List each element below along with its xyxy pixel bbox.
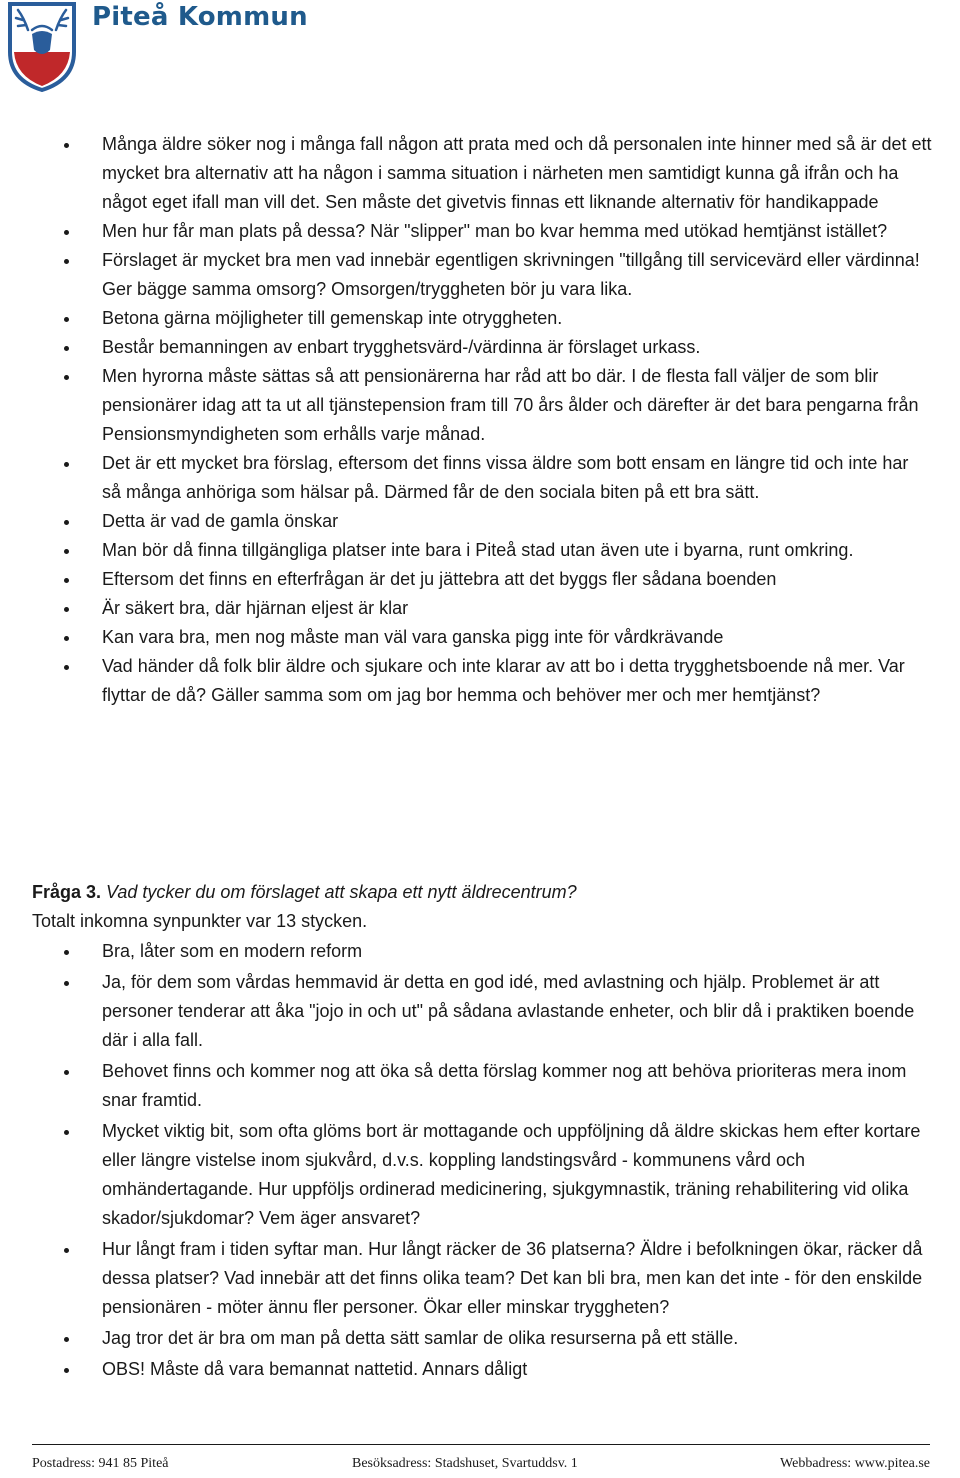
question-text: Vad tycker du om förslaget att skapa ett nytt äldrecentrum? [106, 882, 577, 902]
bullet-icon [64, 578, 69, 583]
list-item-text: Det är ett mycket bra förslag, eftersom det finns vissa äldre som bott ensam en längre tid och inte har så många anhöriga som hälsar på. Därmed får de den sociala biten på ett bra sätt. [102, 453, 909, 502]
list-item [102, 1235, 932, 1322]
list-item-text: Detta är vad de gamla önskar [102, 511, 339, 531]
reindeer-crest-icon [6, 0, 78, 92]
bullet-icon [64, 1337, 69, 1342]
web-address: Webbadress: www.pitea.se [780, 1456, 930, 1471]
list-item-text: Många äldre söker nog i många fall någon att prata med och då personalen inte hinner med så är det ett mycket bra alternativ att ha någon i samma situation i närheten men samtidigt kunna gå ifrån och ha något eget ifall man vill det. Sen måste det givetvis finnas ett liknande alternativ för handikappade [102, 134, 932, 212]
list-item [102, 1324, 932, 1353]
bullet-icon [64, 317, 69, 322]
brand-name: Piteå Kommun [92, 2, 308, 32]
list-item [102, 130, 932, 217]
list-item [102, 507, 932, 536]
question-label: Fråga 3. [32, 882, 102, 902]
list-item-text: Eftersom det finns en efterfrågan är det ju jättebra att det byggs fler sådana boenden [102, 569, 777, 589]
opinion-list-1 [102, 130, 932, 710]
footer-divider [32, 1444, 930, 1445]
bullet-icon [64, 520, 69, 525]
list-item-text: Är säkert bra, där hjärnan eljest är klar [102, 598, 409, 618]
list-item-text: Men hur får man plats på dessa? När "slipper" man bo kvar hemma med utökad hemtjänst istället? [102, 221, 888, 241]
list-item-text: Man bör då finna tillgängliga platser inte bara i Piteå stad utan även ute i byarna, runt omkring. [102, 540, 854, 560]
list-item [102, 1355, 932, 1384]
bullet-icon [64, 259, 69, 264]
list-item-text: Men hyrorna måste sättas så att pensionärerna har råd att bo där. I de flesta fall väljer de som blir pensionärer idag att ta ut all tjänstepension fram till 70 års ålder och därefter är det bara pengarna från Pensionsmyndigheten som erhålls varje månad. [102, 366, 919, 444]
bullet-icon [64, 607, 69, 612]
list-item-text: Ja, för dem som vårdas hemmavid är detta en god idé, med avlastning och hjälp. Problemet är att personer tenderar att åka "jojo in och ut" på sådana avlastande enheter, och blir då i praktiken boende där i alla fall. [102, 972, 915, 1050]
list-item [102, 1117, 932, 1233]
list-item [102, 333, 932, 362]
bullet-icon [64, 462, 69, 467]
bullet-icon [64, 549, 69, 554]
list-item [102, 304, 932, 333]
list-item-text: Betona gärna möjligheter till gemenskap inte otryggheten. [102, 308, 563, 328]
postal-address: Postadress: 941 85 Piteå [32, 1456, 169, 1471]
bullet-icon [64, 636, 69, 641]
list-item-text: Hur långt fram i tiden syftar man. Hur långt räcker de 36 platserna? Äldre i befolkningen ökar, räcker då dessa platser? Vad innebär att det finns olika team? Det kan bli bra, men kan det inte - för den enskilde pensionären - möter ännu fler personer. Ökar eller minskar tryggheten? [102, 1239, 923, 1317]
bullet-icon [64, 143, 69, 148]
list-item [102, 449, 932, 507]
bullet-icon [64, 665, 69, 670]
list-item [102, 565, 932, 594]
list-item-text: Består bemanningen av enbart trygghetsvärd-/värdinna är förslaget urkass. [102, 337, 701, 357]
page-header [6, 0, 406, 96]
page-footer [32, 1456, 930, 1476]
list-item-text: OBS! Måste då vara bemannat nattetid. Annars dåligt [102, 1359, 528, 1379]
bullet-icon [64, 981, 69, 986]
bullet-icon [64, 375, 69, 380]
list-item [102, 937, 932, 966]
list-item [102, 217, 932, 246]
bullet-icon [64, 230, 69, 235]
question-3-heading [32, 878, 932, 906]
bullet-icon [64, 1248, 69, 1253]
list-item [102, 652, 932, 710]
bullet-icon [64, 1070, 69, 1075]
list-item [102, 246, 932, 304]
visiting-address: Besöksadress: Stadshuset, Svartuddsv. 1 [352, 1456, 578, 1471]
list-item-text: Kan vara bra, men nog måste man väl vara ganska pigg inte för vårdkrävande [102, 627, 724, 647]
list-item-text: Vad händer då folk blir äldre och sjukare och inte klarar av att bo i detta trygghetsboende nå mer. Var flyttar de då? Gäller samma som om jag bor hemma och behöver mer och mer hemtjänst? [102, 656, 905, 705]
list-item [102, 968, 932, 1055]
total-submissions: Totalt inkomna synpunkter var 13 stycken. [32, 911, 368, 931]
list-item [102, 536, 932, 565]
opinion-list-2 [102, 937, 932, 1386]
list-item-text: Mycket viktig bit, som ofta glöms bort är mottagande och uppföljning då äldre skickas hem efter kortare eller längre vistelse inom sjukvård, d.v.s. koppling landstingsvård - kommunens vård och omhändertagande. Hur uppföljs ordinerad medicinering, sjukgymnastik, träning rehabilitering vid olika skador/sjukdomar? Vem äger ansvaret? [102, 1121, 921, 1228]
bullet-icon [64, 950, 69, 955]
list-item-text: Bra, låter som en modern reform [102, 941, 363, 961]
list-item [102, 623, 932, 652]
list-item [102, 1057, 932, 1115]
bullet-icon [64, 346, 69, 351]
list-item-text: Behovet finns och kommer nog att öka så detta förslag kommer nog att behöva prioriteras mera inom snar framtid. [102, 1061, 907, 1110]
list-item [102, 362, 932, 449]
bullet-icon [64, 1368, 69, 1373]
bullet-icon [64, 1130, 69, 1135]
list-item-text: Jag tror det är bra om man på detta sätt samlar de olika resurserna på ett ställe. [102, 1328, 739, 1348]
list-item [102, 594, 932, 623]
list-item-text: Förslaget är mycket bra men vad innebär egentligen skrivningen "tillgång till servicevärd eller värdinna! Ger bägge samma omsorg? Omsorgen/tryggheten bör ju vara lika. [102, 250, 920, 299]
